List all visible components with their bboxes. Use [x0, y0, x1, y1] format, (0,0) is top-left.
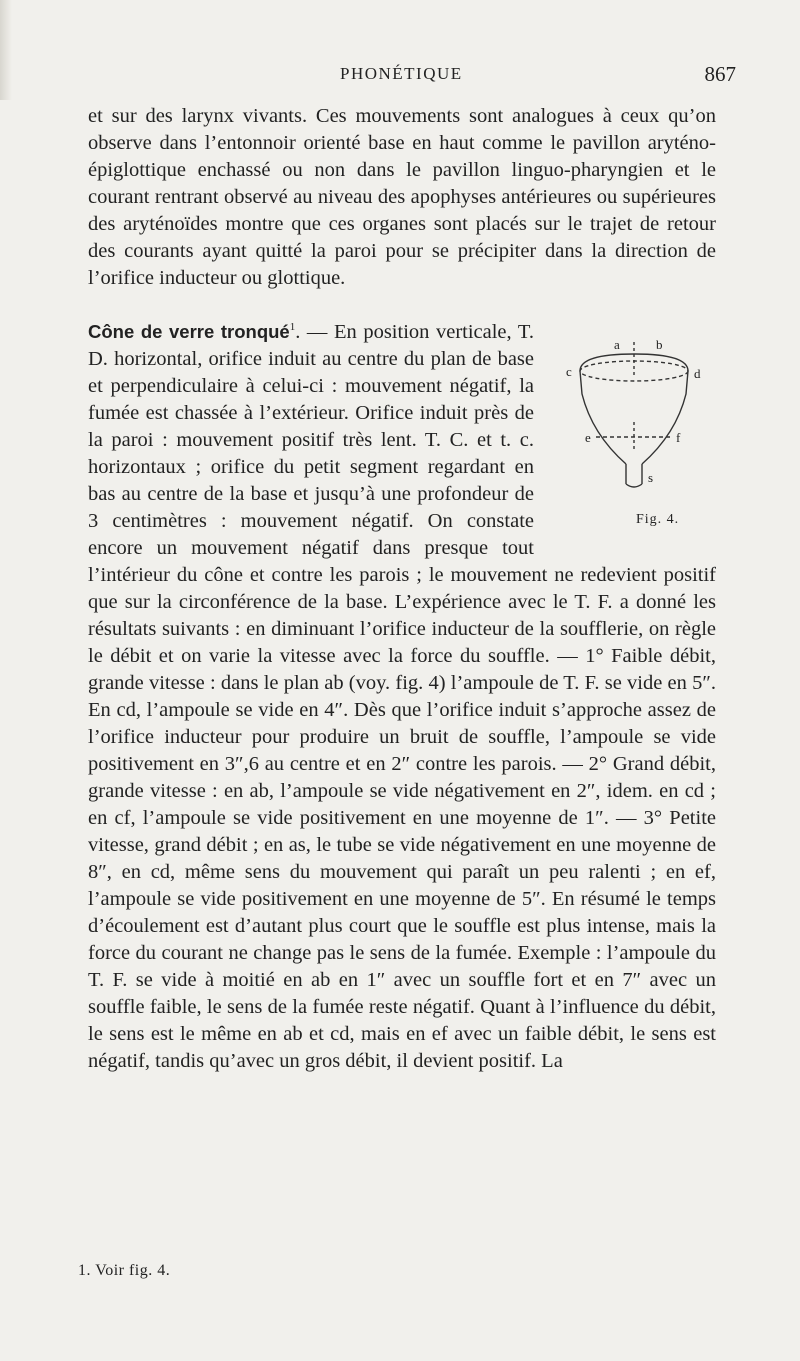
cone-neck [626, 464, 642, 487]
label-f: f [676, 430, 681, 445]
running-head: PHONÉTIQUE [340, 64, 463, 83]
paragraph-1: et sur des larynx vivants. Ces mouvements sont analogues à ceux qu’on observe dans l’entonnoir orienté base en haut comme le pavillon aryténo-épiglottique enchassé ou non dans le pavillon linguo-pharyngien et le courant rentrant observé au niveau des apophyses antérieures ou supérieures des aryténoïdes montre que ces organes sont placés sur le trajet de retour des courants ayant quitté la paroi pour se précipiter dans la direction de l’orifice inducteur ou glottique. [88, 105, 716, 289]
label-d: d [694, 366, 701, 381]
paragraph-2-text: . — En position verticale, T. D. horizontal, orifice induit au centre du plan de base et perpendiculaire à celui-ci : mouvement négatif, la fumée est chassée à l’extérieur. Orifice induit près de la paroi : mouvement positif très lent. T. C. et t. c. horizontaux ; orifice du petit segment regardant en bas au centre de la base et jusqu’à une profondeur de 3 centimètres : mouvement négatif. On constate encore un mouvement négatif dans presque tout l’intérieur du cône et contre les parois ; le mouvement ne redevient positif que sur la circonférence de la base. L’expérience avec le T. F. a donné les résultats suivants : en diminuant l’orifice inducteur de la soufflerie, on règle le débit et on varie la vitesse avec la force du souffle. — 1° Faible débit, grande vitesse : dans le plan ab (voy. fig. 4) l’ampoule de T. F. se vide en 5″. En cd, l’ampoule se vide en 4″. Dès que l’orifice induit s’approche assez de l’orifice inducteur pour produire un bruit de souffle, l’ampoule se vide positivement en 3″,6 au centre et en 2″ contre les parois. — 2° Grand débit, grande vitesse : en ab, l’ampoule se vide négativement en 2″, idem. en cd ; en cf, l’ampoule se vide positivement en une moyenne de 1″. — 3° Petite vitesse, grand débit ; en as, le tube se vide négativement en une moyenne de 8″, en cd, même sens du mouvement qui paraît un peu ralenti ; en ef, l’ampoule se vide positivement en une moyenne de 5″. En résumé le temps d’écoulement est d’autant plus court que le souffle est plus intense, mais la force du courant ne change pas le sens de la fumée. Exemple : l’ampoule du T. F. se vide à moitié en ab en 1″ avec un souffle fort et en 7″ avec un souffle faible, le sens de la fumée reste négatif. Quant à l’influence du débit, le sens est le même en ab et cd, mais en ef avec un faible débit, le sens est négatif, tandis qu’avec un gros débit, il devient positif. La [88, 321, 716, 1072]
cone-left-wall [580, 371, 626, 464]
body-text [88, 103, 716, 1075]
page-header [0, 62, 800, 92]
label-e: e [585, 430, 591, 445]
figure-4 [552, 324, 722, 539]
footnote-ref: 1 [289, 321, 296, 334]
figure-caption: Fig. 4. [636, 512, 680, 527]
section-heading: Cône de verre tronqué [88, 321, 290, 342]
footnote: 1. Voir fig. 4. [78, 1262, 171, 1279]
page-number: 867 [704, 62, 736, 86]
label-s: s [648, 470, 654, 485]
cone-base-dashed [580, 361, 688, 381]
label-b: b [656, 337, 663, 352]
label-a: a [614, 337, 620, 352]
label-c: c [566, 364, 572, 379]
paragraph-2 [88, 318, 716, 1075]
cone-right-wall [642, 371, 688, 464]
